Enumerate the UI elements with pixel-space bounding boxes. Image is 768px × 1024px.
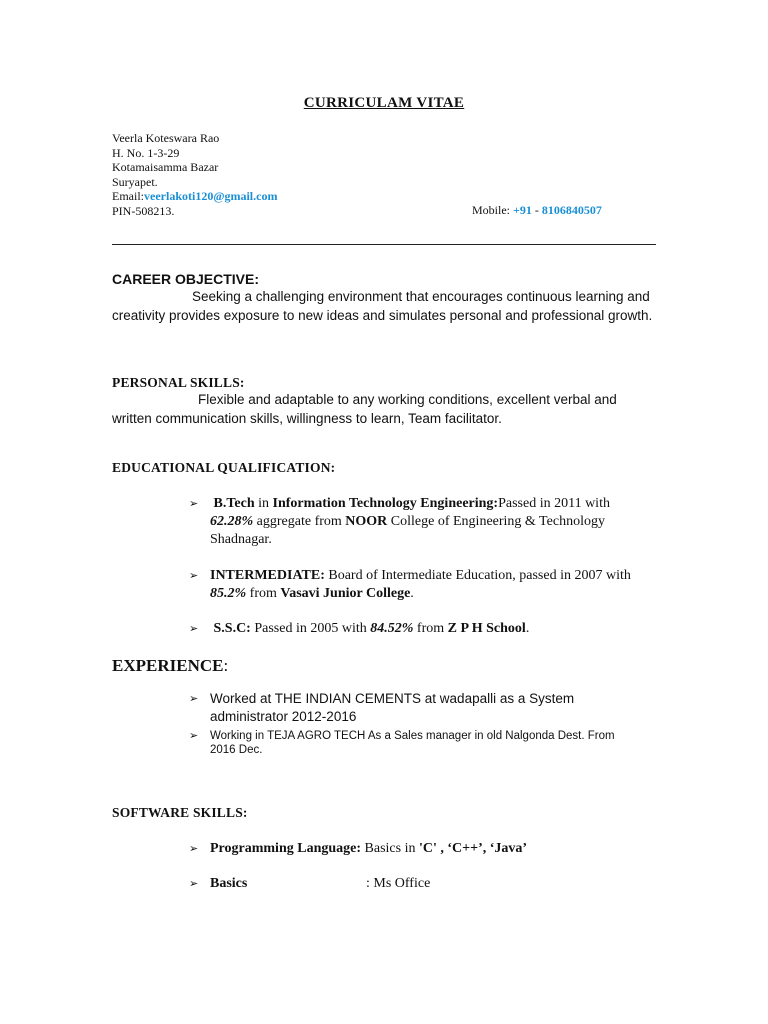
career-objective-rest: creativity provides exposure to new ideas and simulates personal and professional growth.: [112, 307, 653, 323]
mobile-label: Mobile:: [472, 203, 513, 217]
bullet-arrow-icon: ➢: [189, 498, 199, 510]
mobile-number: 8106840507: [541, 203, 602, 217]
basics-label-item: [210, 875, 310, 893]
inter-college: Vasavi Junior College: [280, 586, 411, 601]
contact-block: [112, 131, 277, 218]
mobile-code: +91: [513, 203, 532, 217]
ssc-percent: 84.52%: [370, 621, 414, 636]
experience-heading: EXPERIENCE: [112, 656, 224, 675]
ssc-end: .: [525, 621, 530, 636]
bullet-arrow-icon: ➢: [189, 570, 199, 582]
btech-agg: aggregate from: [253, 514, 346, 529]
btech-percent: 62.28%: [210, 514, 254, 529]
ssc-label: S.S.C:: [213, 621, 251, 636]
inter-end: .: [410, 586, 414, 601]
header-divider: [112, 244, 656, 245]
programming-text: Basics in: [361, 841, 419, 856]
career-objective-text: [112, 288, 657, 325]
contact-area: Kotamaisamma Bazar: [112, 160, 219, 174]
basics-value: : Ms Office: [366, 876, 431, 891]
experience-item-2: Working in TEJA AGRO TECH As a Sales manager in old Nalgonda Dest. From 2016 Dec.: [210, 730, 615, 756]
btech-college-rest: College of Engineering & Technology Shadnagar.: [210, 514, 605, 547]
contact-name: Veerla Koteswara Rao: [112, 131, 220, 145]
contact-house: H. No. 1-3-29: [112, 145, 180, 160]
edu-intermediate-item: [210, 567, 650, 603]
bullet-arrow-icon: ➢: [189, 843, 199, 855]
personal-skills-heading: PERSONAL SKILLS:: [112, 375, 245, 390]
career-objective-heading: CAREER OBJECTIVE:: [112, 271, 260, 287]
experience-heading-line: [112, 656, 228, 676]
programming-langs: 'C' , ‘C++’, ‘Java’: [418, 841, 528, 856]
education-heading: EDUCATIONAL QUALIFICATION:: [112, 460, 336, 475]
bullet-arrow-icon: ➢: [189, 693, 199, 705]
software-skills-heading: SOFTWARE SKILLS:: [112, 805, 248, 820]
ssc-school: Z P H School: [447, 621, 526, 636]
bullet-arrow-icon: ➢: [189, 623, 199, 635]
programming-language-item: [210, 840, 650, 858]
btech-passed: Passed in 2011 with: [498, 496, 610, 511]
career-objective-line1: Seeking a challenging environment that encourages continuous learning and: [192, 289, 650, 304]
ssc-text: Passed in 2005 with: [250, 621, 371, 636]
personal-skills-line1: Flexible and adaptable to any working conditions, excellent verbal and: [198, 392, 617, 407]
inter-label: INTERMEDIATE:: [210, 568, 325, 583]
document-title: CURRICULAM VITAE: [303, 95, 465, 111]
personal-skills-rest: written communication skills, willingness to learn, Team facilitator.: [112, 410, 502, 426]
btech-in: in: [254, 496, 273, 511]
mobile-line: [472, 203, 602, 218]
contact-city: Suryapet.: [112, 174, 158, 189]
contact-pin: PIN-508213.: [112, 203, 175, 218]
inter-percent: 85.2%: [210, 586, 247, 601]
ssc-from: from: [413, 621, 448, 636]
edu-ssc-item: [210, 620, 650, 638]
contact-email-line: [112, 189, 277, 204]
personal-skills-text: [112, 391, 657, 428]
inter-from: from: [246, 586, 281, 601]
btech-degree: B.Tech: [213, 496, 255, 511]
bullet-arrow-icon: ➢: [189, 730, 199, 742]
edu-btech-item: [210, 495, 650, 549]
experience-colon: :: [223, 656, 229, 675]
email-link[interactable]: veerlakoti120@gmail.com: [144, 189, 278, 203]
basics-label: Basics: [210, 876, 248, 891]
email-label: Email:: [112, 189, 144, 203]
inter-text: Board of Intermediate Education, passed in 2007 with: [324, 568, 631, 583]
mobile-sep: -: [531, 203, 542, 217]
programming-label: Programming Language:: [210, 841, 362, 856]
btech-field: Information Technology Engineering:: [272, 496, 499, 511]
bullet-arrow-icon: ➢: [189, 878, 199, 890]
experience-item-1: Worked at THE INDIAN CEMENTS at wadapalli as a System administrator 2012-2016: [210, 691, 575, 724]
btech-college-bold: NOOR: [345, 514, 388, 529]
